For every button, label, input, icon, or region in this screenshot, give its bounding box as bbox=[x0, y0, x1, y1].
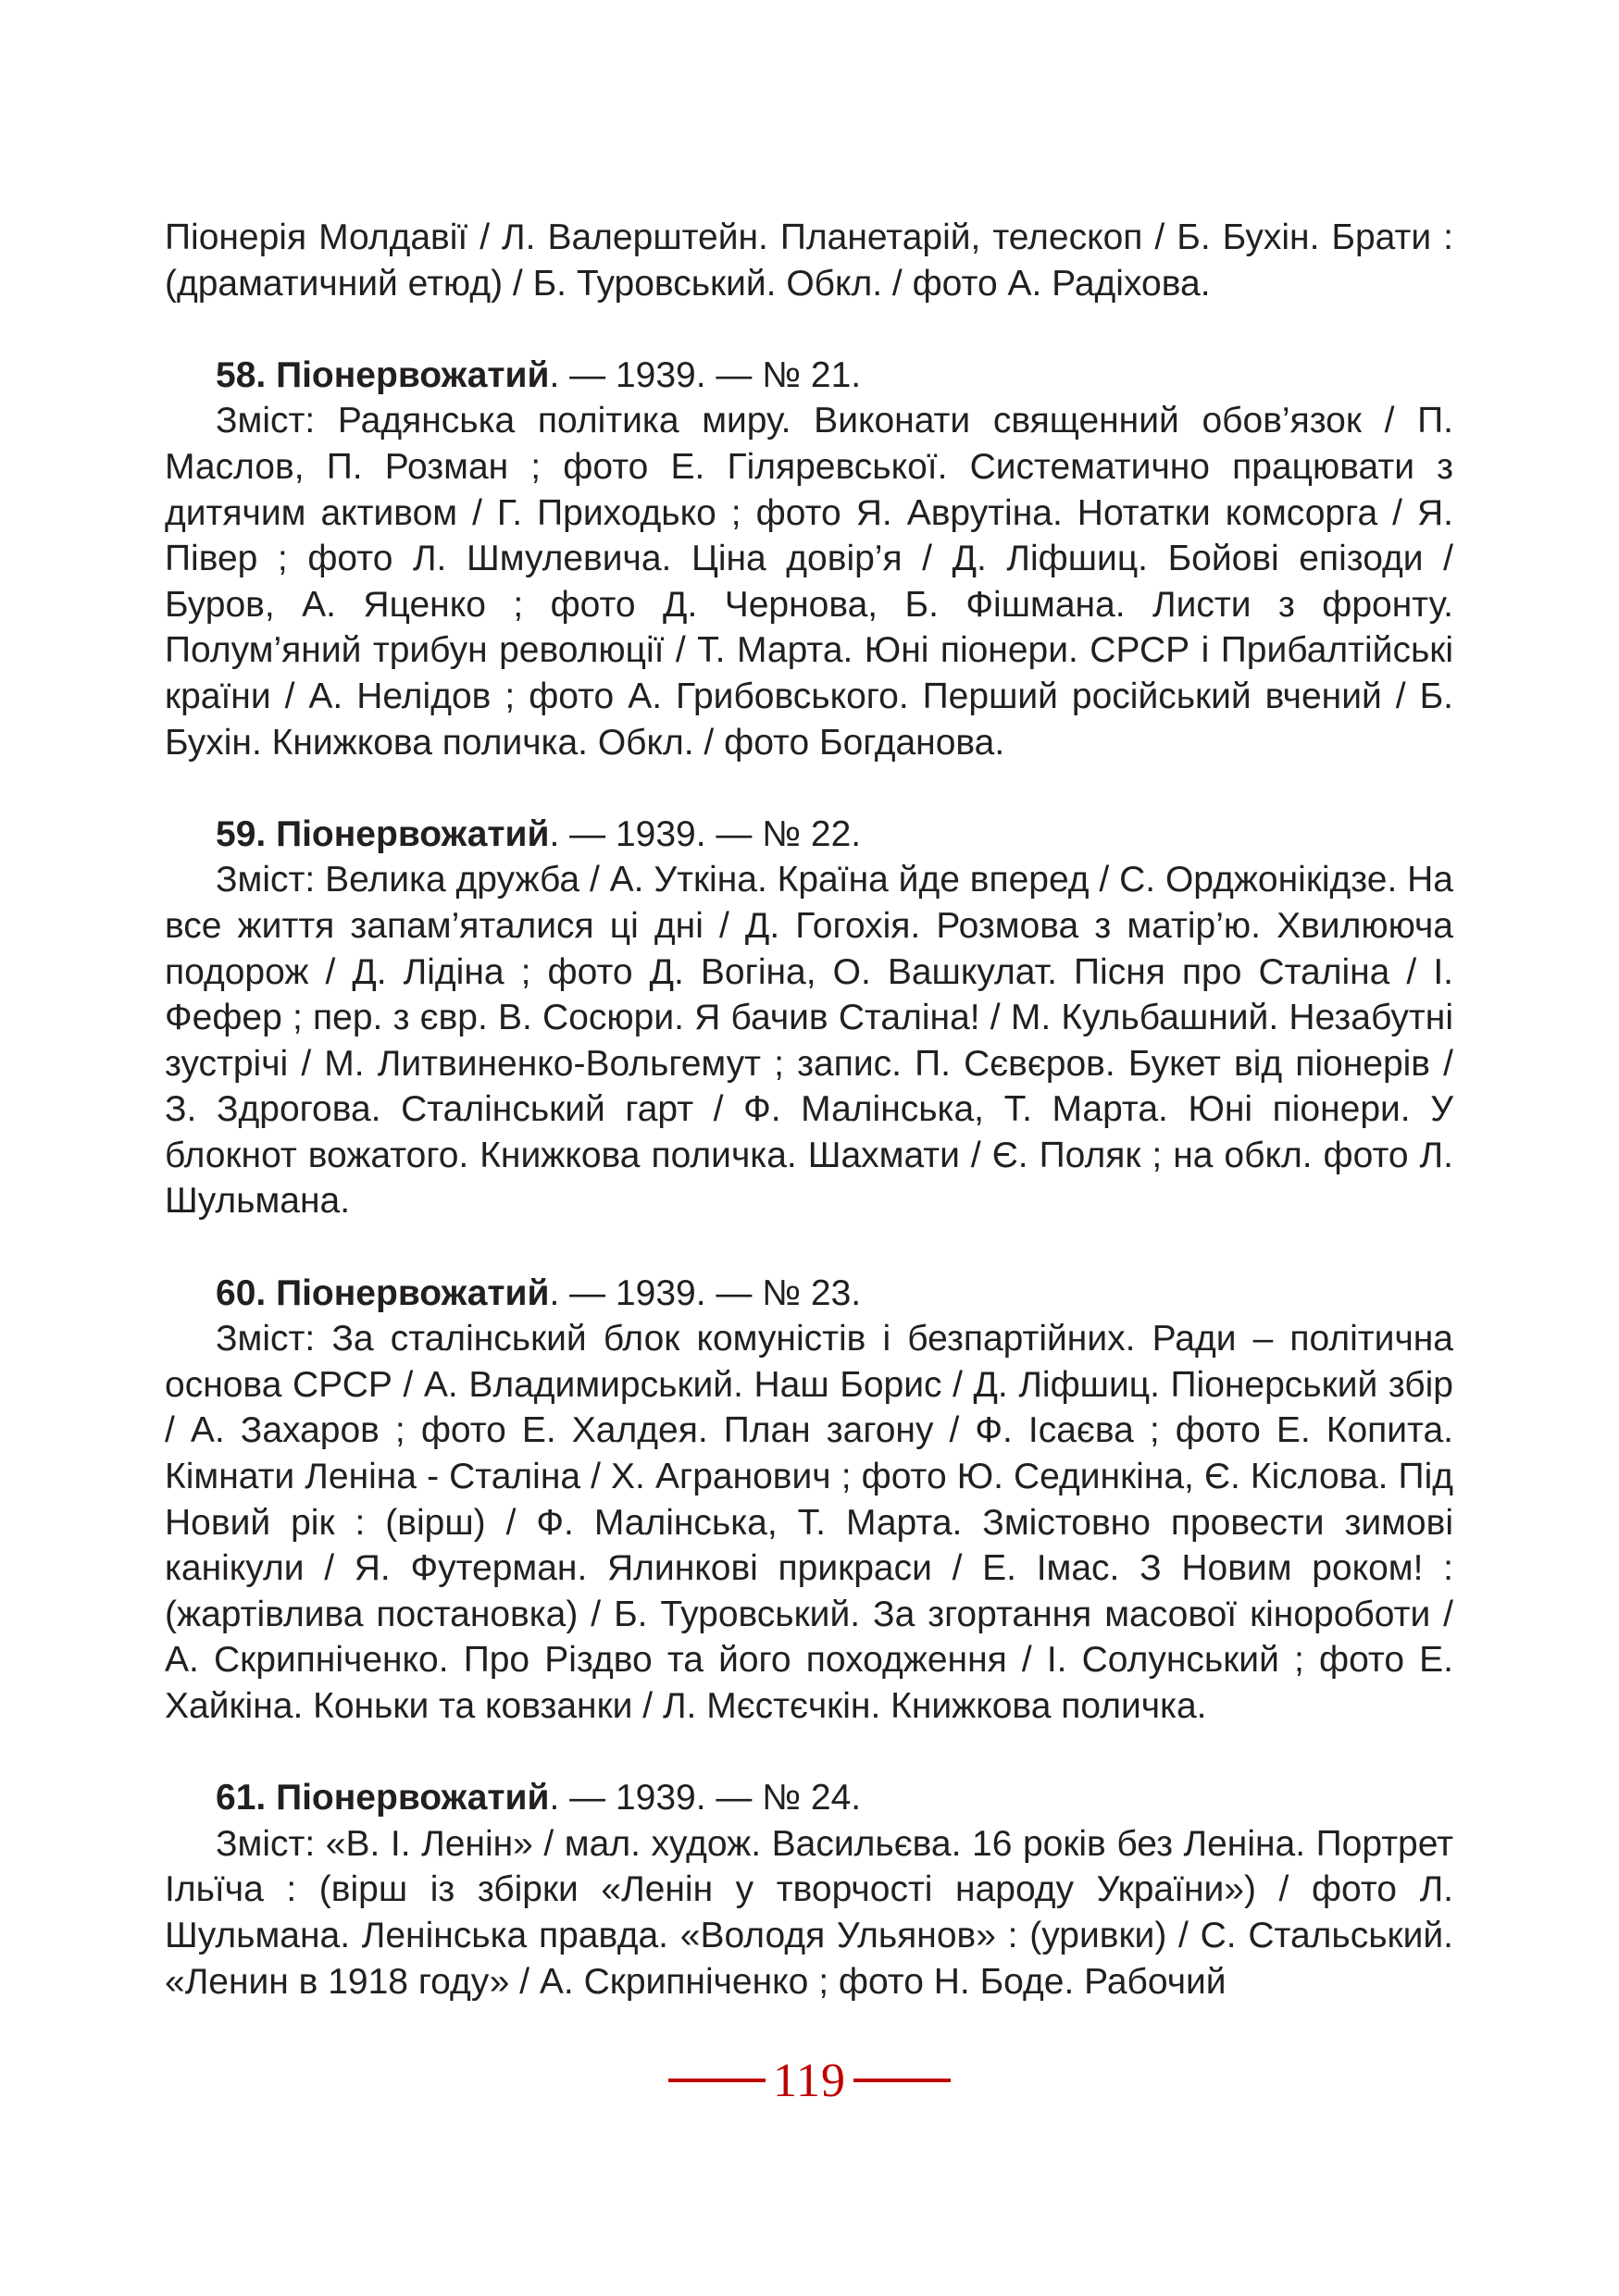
entry-meta: . — 1939. — № 24. bbox=[549, 1778, 862, 1818]
entry-heading bbox=[165, 1271, 1453, 1317]
entry-contents: Зміст: Велика дружба / А. Уткіна. Країна йде вперед / С. Орджонікідзе. На все життя запам’яталися ці дні / Д. Гогохія. Розмова з матір’ю. Хвилююча подорож / Д. Лідіна ; фото Д. Вогіна, О. Вашкулат. Пісня про Сталіна / І. Фефер ; пер. з євр. В. Сосюри. Я бачив Сталіна! / М. Кульбашний. Незабутні зустрічі / М. Литвиненко-Вольгемут ; запис. П. Сєвєров. Букет від піонерів / З. Здрогова. Сталінський гарт / Ф. Малінська, Т. Марта. Юні піонери. У блокнот вожатого. Книжкова поличка. Шахмати / Є. Поляк ; на обкл. фото Л. Шульмана. bbox=[165, 860, 1453, 1222]
entry-meta: . — 1939. — № 23. bbox=[549, 1272, 862, 1313]
bibliography-entry bbox=[165, 812, 1453, 1224]
footer-rule-left bbox=[668, 2079, 766, 2082]
entry-number: 59. bbox=[216, 813, 267, 854]
entry-meta: . — 1939. — № 22. bbox=[549, 813, 862, 854]
entry-number: 60. bbox=[216, 1272, 267, 1313]
entry-title-text: Піонервожатий bbox=[276, 1778, 550, 1818]
entry-contents: Зміст: Радянська політика миру. Виконати священний обов’язок / П. Маслов, П. Розман ; фото Е. Гіляревської. Систематично працювати з дитячим активом / Г. Приходько ; фото Я. Аврутіна. Нотатки комсорга / Я. Півер ; фото Л. Шмулевича. Ціна довір’я / Д. Ліфшиц. Бойові епізоди / Буров, А. Яценко ; фото Д. Чернова, Б. Фішмана. Листи з фронту. Полум’яний трибун революції / Т. Марта. Юні піонери. СРСР і Прибалтійські країни / А. Нелідов ; фото А. Грибовського. Перший російський вчений / Б. Бухін. Книжкова поличка. Обкл. / фото Богданова. bbox=[165, 401, 1453, 763]
entry-number: 61. bbox=[216, 1778, 267, 1818]
entry-heading bbox=[165, 1775, 1453, 1821]
entry-meta: . — 1939. — № 21. bbox=[549, 354, 862, 395]
entry-title bbox=[216, 1778, 549, 1818]
bibliography-entry bbox=[165, 353, 1453, 765]
entry-title-text: Піонервожатий bbox=[276, 813, 550, 854]
entry-title bbox=[216, 814, 549, 854]
entry-heading bbox=[165, 353, 1453, 399]
entry-number: 58. bbox=[216, 354, 267, 395]
entry-title-text: Піонервожатий bbox=[276, 1272, 550, 1313]
bibliography-entry bbox=[165, 1775, 1453, 2004]
page-text bbox=[165, 215, 1453, 2004]
bibliography-entry bbox=[165, 1271, 1453, 1730]
entry-title-text: Піонервожатий bbox=[276, 354, 550, 395]
entry-contents: Зміст: За сталінський блок комуністів і безпартійних. Ради – політична основа СРСР / А. Владимирський. Наш Борис / Д. Ліфшиц. Піонерський збір / А. Захаров ; фото Е. Халдея. План загону / Ф. Ісаєва ; фото Е. Копита. Кімнати Леніна - Сталіна / Х. Агранович ; фото Ю. Сединкіна, Є. Кіслова. Під Новий рік : (вірш) / Ф. Малінська, Т. Марта. Змістовно провести зимові канікули / Я. Футерман. Ялинкові прикраси / Е. Імас. З Новим роком! : (жартівлива постановка) / Б. Туровський. За згортання масової кінороботи / А. Скрипніченко. Про Різдво та його походження / І. Солунський ; фото Е. Хайкіна. Коньки та ковзанки / Л. Мєстєчкін. Книжкова поличка. bbox=[165, 1319, 1453, 1726]
footer-rule-right bbox=[853, 2079, 951, 2082]
entry-heading bbox=[165, 812, 1453, 858]
page-footer bbox=[0, 2053, 1619, 2108]
entry-contents: Зміст: «В. І. Ленін» / мал. худож. Васильєва. 16 років без Леніна. Портрет Ільїча : (вірш із збірки «Ленін у творчості народу України») / фото Л. Шульмана. Ленінська правда. «Володя Ульянов» : (уривки) / С. Стальський. «Ленин в 1918 году» / А. Скрипніченко ; фото Н. Боде. Рабочий bbox=[165, 1823, 1453, 2002]
entry-title bbox=[216, 355, 549, 395]
page-number: 119 bbox=[772, 2054, 847, 2107]
entry-title bbox=[216, 1273, 549, 1313]
continuation-paragraph: Піонерія Молдавії / Л. Валерштейн. Планетарій, телескоп / Б. Бухін. Брати : (драматичний етюд) / Б. Туровський. Обкл. / фото А. Радіхова. bbox=[165, 217, 1453, 304]
